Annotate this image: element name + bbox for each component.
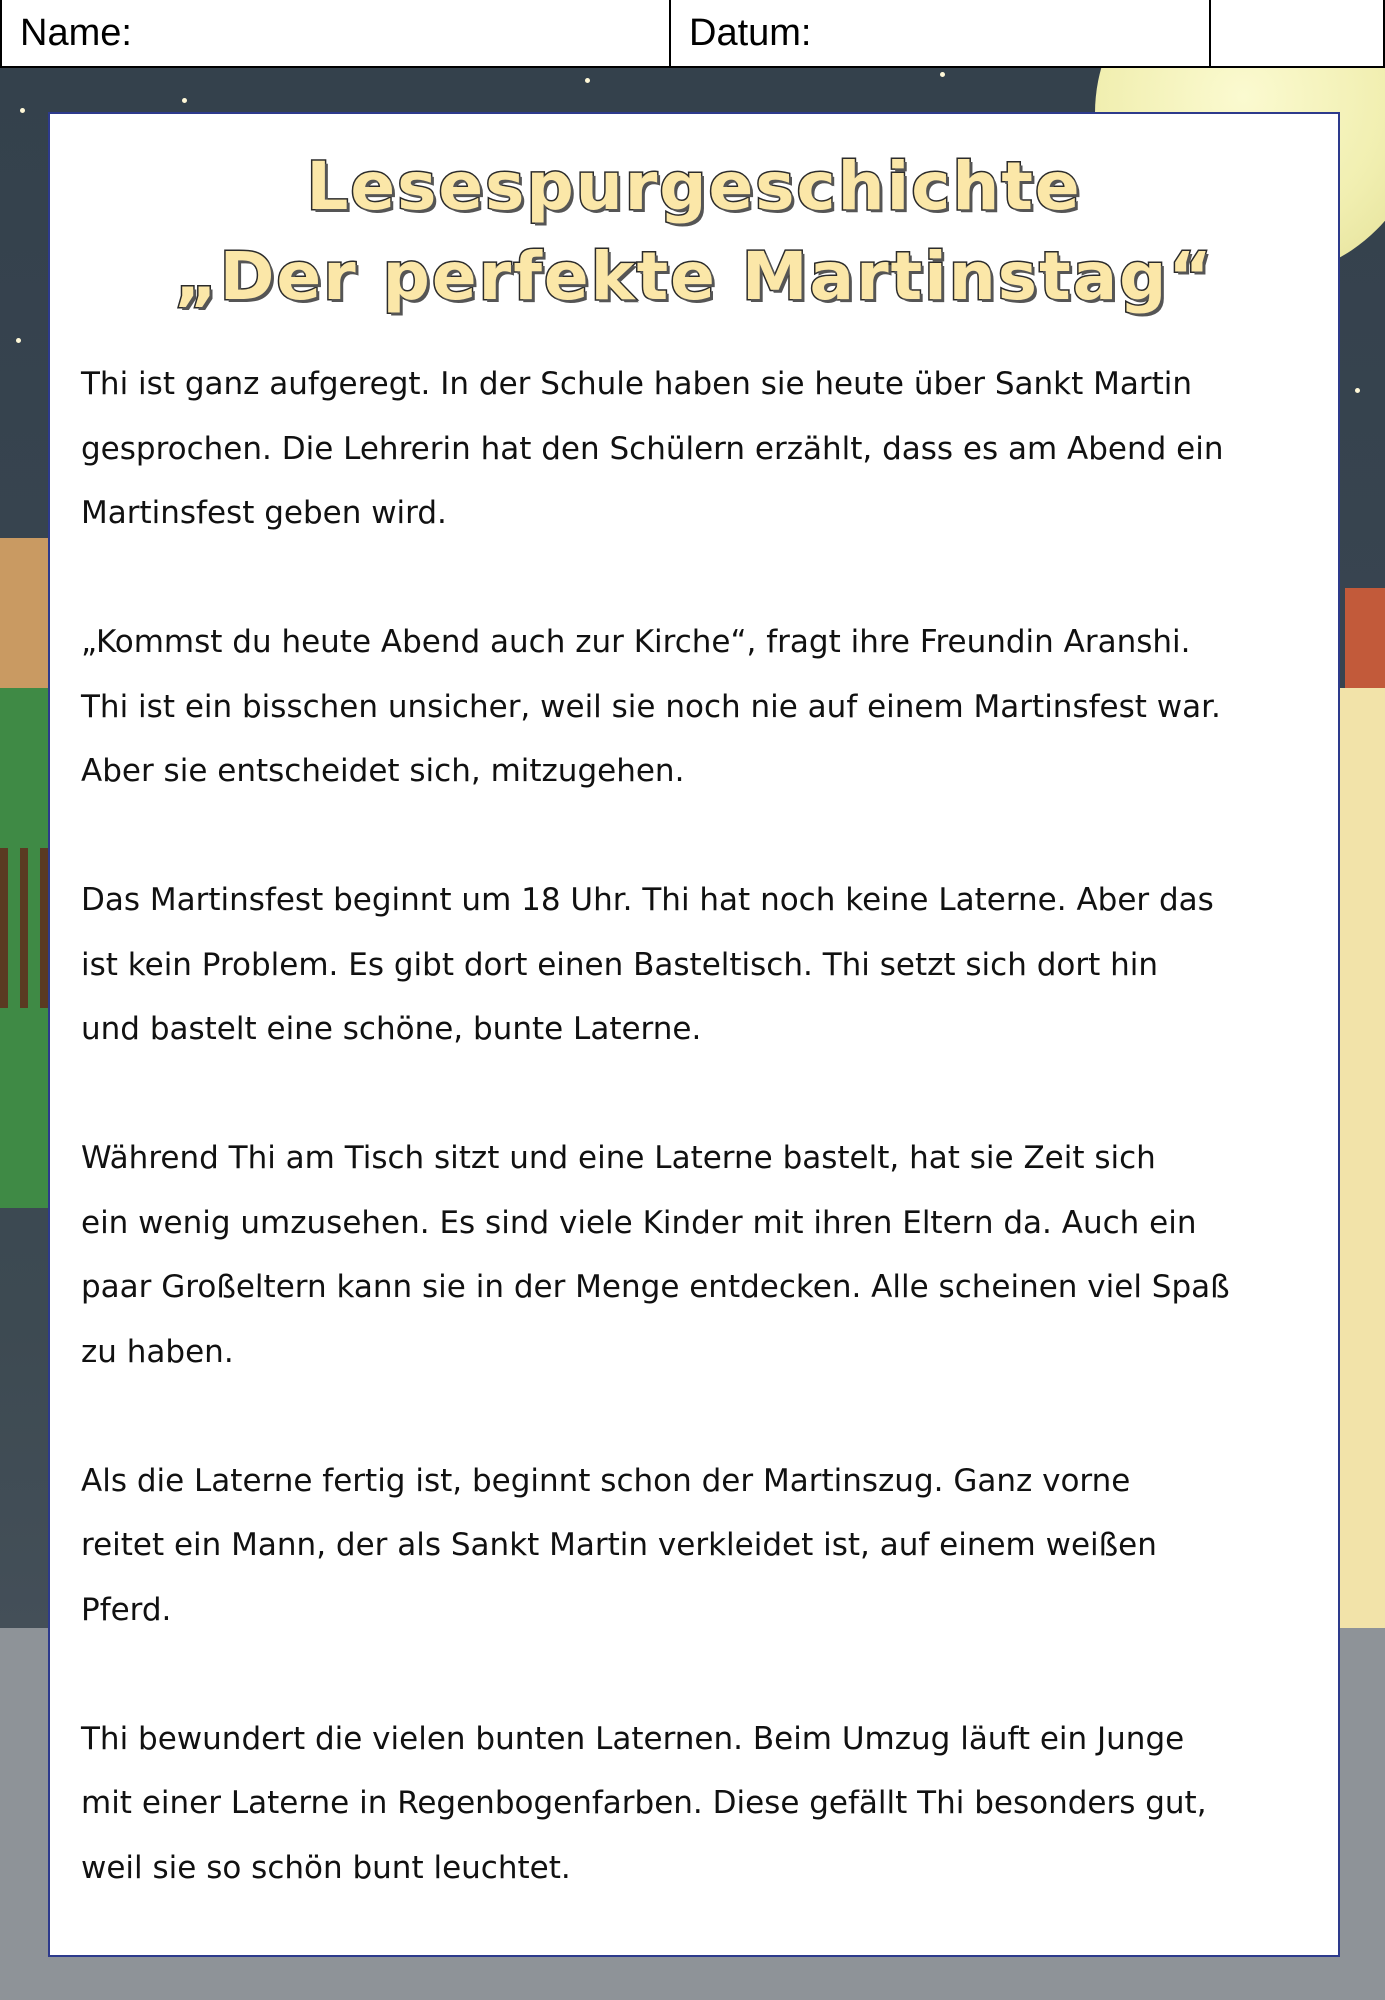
story-paragraph: Als die Laterne fertig ist, beginnt schon der Martinszug. Ganz vorne reitet ein Mann, der als Sankt Martin verkleidet ist, auf einem weißen Pferd. xyxy=(81,1462,1157,1628)
story-paragraph: Während Thi am Tisch sitzt und eine Laterne bastelt, hat sie Zeit sich ein wenig umzusehen. Es sind viele Kinder mit ihren Eltern da. Auch ein paar Großeltern kann sie in der Menge entdecken. Alle scheinen viel Spaß zu haben. xyxy=(81,1140,1230,1370)
story-paragraph: Das Martinsfest beginnt um 18 Uhr. Thi hat noch keine Laterne. Aber das ist kein Problem. Es gibt dort einen Basteltisch. Thi setzt sich dort hin und bastelt eine schöne, bunte Laterne. xyxy=(81,882,1214,1047)
story-paragraph: Thi bewundert die vielen bunten Laternen. Beim Umzug läuft ein Junge mit einer Laterne in Regenbogenfarben. Diese gefällt Thi besonders gut, weil sie so schön bunt leuchtet. xyxy=(81,1720,1207,1886)
date-field[interactable] xyxy=(671,0,1211,66)
fence-illustration xyxy=(0,848,55,1008)
star-icon xyxy=(182,98,187,103)
star-icon xyxy=(940,72,945,77)
page-subtitle: „Der perfekte Martinstag“ xyxy=(174,238,1214,315)
date-label: Datum: xyxy=(689,12,812,54)
story-paragraph: Thi ist ganz aufgeregt. In der Schule haben sie heute über Sankt Martin gesprochen. Die Lehrerin hat den Schülern erzählt, dass es am Abend ein Martinsfest geben wird. xyxy=(81,366,1224,531)
star-icon xyxy=(20,108,25,113)
star-icon xyxy=(1355,388,1360,393)
star-icon xyxy=(585,78,590,83)
reading-card xyxy=(48,112,1340,1957)
star-icon xyxy=(16,338,21,343)
worksheet-header xyxy=(0,0,1385,68)
story-paragraph: „Kommst du heute Abend auch zur Kirche“, fragt ihre Freundin Aranshi. Thi ist ein bisschen unsicher, weil sie noch nie auf einem Martinsfest war. Aber sie entscheidet sich, mitzugehen. xyxy=(81,624,1221,789)
name-field[interactable] xyxy=(0,0,671,66)
name-label: Name: xyxy=(20,12,132,54)
page-title: Lesespurgeschichte xyxy=(306,148,1082,225)
church-roof-illustration xyxy=(1345,588,1385,698)
extra-field[interactable] xyxy=(1211,0,1385,66)
story-text xyxy=(81,352,1321,1965)
